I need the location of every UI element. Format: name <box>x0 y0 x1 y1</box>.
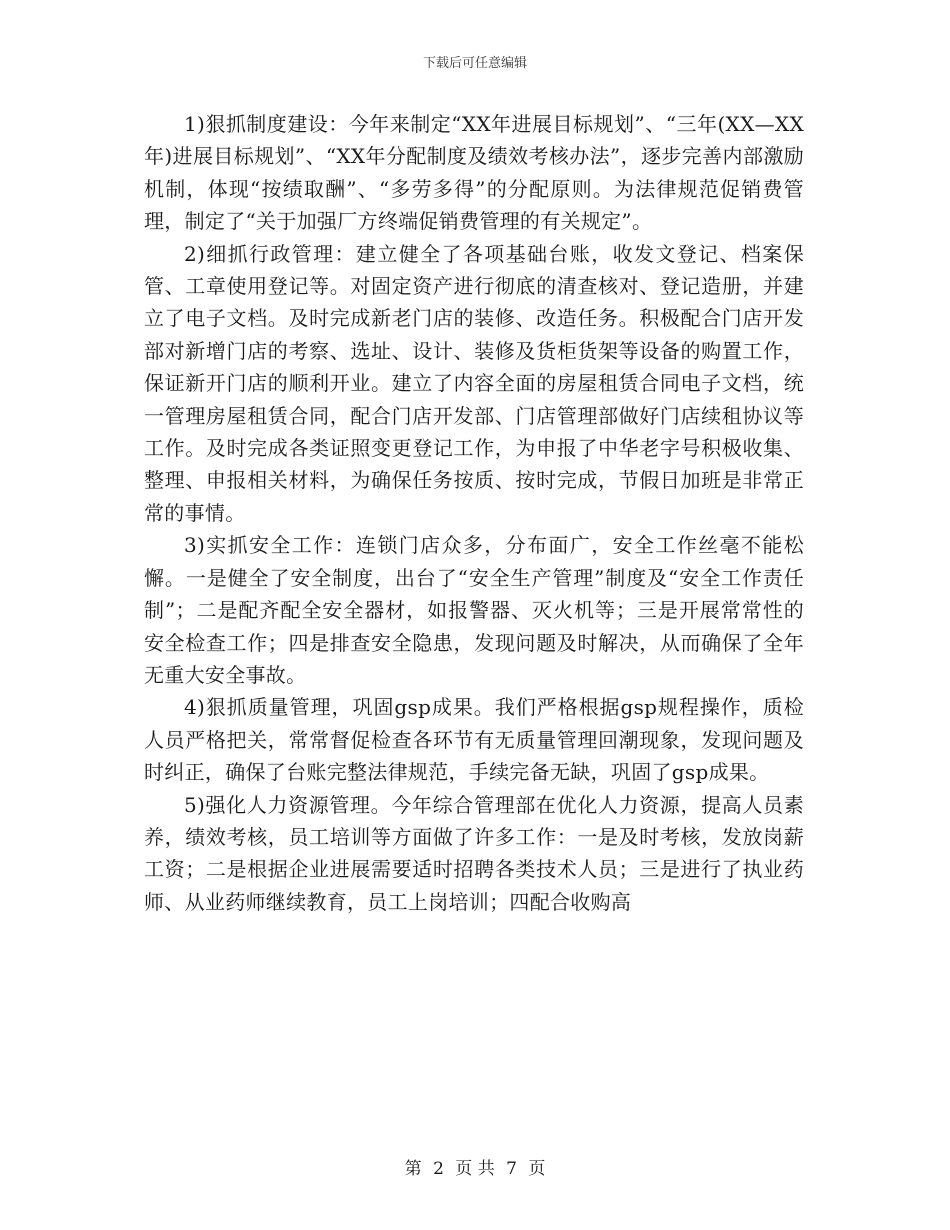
footer-prefix: 第 <box>404 1159 422 1179</box>
page-header: 下载后可任意编辑 <box>422 56 527 71</box>
paragraph-3: 3)实抓安全工作：连锁门店众多，分布面广，安全工作丝毫不能松懈。一是健全了安全制度，出台了“安全生产管理”制度及“安全工作责任制”；二是配齐配全安全器材，如报警器、灭火机等；三是开展常常性的安全检查工作；四是排查安全隐患，发现问题及时解决，从而确保了全年无重大安全事故。 <box>144 533 804 687</box>
paragraph-5: 5)强化人力资源管理。今年综合管理部在优化人力资源，提高人员素养，绩效考核，员工培训等方面做了许多工作：一是及时考核，发放岗薪工资；二是根据企业进展需要适时招聘各类技术人员；三是进行了执业药师、从业药师继续教育，员工上岗培训；四配合收购高 <box>144 792 804 914</box>
paragraph-4: 4)狠抓质量管理，巩固gsp成果。我们严格根据gsp规程操作，质检人员严格把关，常常督促检查各环节有无质量管理回潮现象，发现问题及时纠正，确保了台账完整法律规范，手续完备无缺，巩固了gsp成果。 <box>144 695 804 785</box>
paragraph-1: 1)狠抓制度建设：今年来制定“XX年进展目标规划”、“三年(XX—XX年)进展目标规划”、“XX年分配制度及绩效考核办法”，逐步完善内部激励机制，体现“按绩取酬”、“多劳多得”的分配原则。为法律规范促销费管理，制定了“关于加强厂方终端促销费管理的有关规定”。 <box>144 112 804 234</box>
footer-middle: 页 共 <box>455 1159 495 1179</box>
paragraph-2: 2)细抓行政管理：建立健全了各项基础台账，收发文登记、档案保管、工章使用登记等。对固定资产进行彻底的清查核对、登记造册，并建立了电子文档。及时完成新老门店的装修、改造任务。积极配合门店开发部对新增门店的考察、选址、设计、装修及货柜货架等设备的购置工作，保证新开门店的顺利开业。建立了内容全面的房屋租赁合同电子文档，统一管理房屋租赁合同，配合门店开发部、门店管理部做好门店续租协议等工作。及时完成各类证照变更登记工作，为申报了中华老字号积极收集、整理、申报相关材料，为确保任务按质、按时完成，节假日加班是非常正常的事情。 <box>144 241 804 525</box>
footer-suffix: 页 <box>528 1159 546 1179</box>
total-page-count: 7 <box>506 1159 517 1179</box>
document-body <box>144 108 804 918</box>
current-page-number: 2 <box>433 1159 444 1179</box>
page-footer <box>0 1154 950 1179</box>
